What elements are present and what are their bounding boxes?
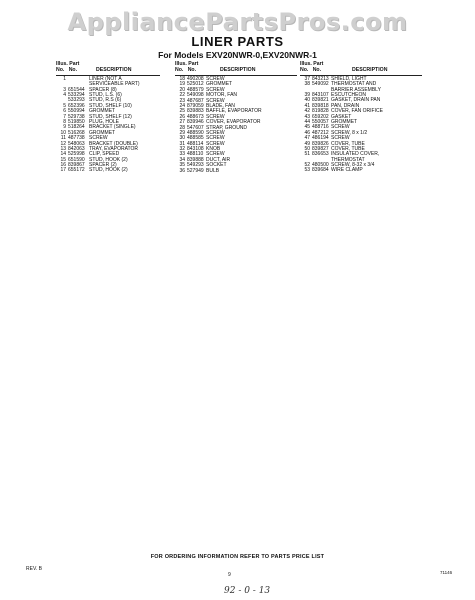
part-number: 839946 [187, 119, 204, 126]
parts-rows [300, 77, 422, 174]
header-illus-part: Illus. Part [175, 61, 199, 67]
part-description: SCREW [89, 135, 108, 142]
part-number: 529738 [68, 113, 85, 120]
part-number: 487212 [312, 129, 329, 136]
page-title: LINER PARTS [191, 34, 284, 49]
header-no: No. No. [56, 67, 78, 73]
illus-number: 51 [304, 151, 310, 158]
illus-number: 30 [179, 135, 185, 142]
part-description: STUD, R.S (6) [89, 97, 122, 104]
part-number: 652396 [68, 102, 85, 109]
illus-number: 34 [179, 156, 185, 163]
watermark: AppliancePartsPros.com [67, 8, 408, 36]
part-number: 550057 [312, 118, 329, 125]
part-description: STRAP, GROUND [206, 124, 248, 131]
part-number: 819828 [312, 108, 329, 115]
illus-number: 23 [179, 97, 185, 104]
part-number: 836653 [312, 151, 329, 158]
part-description: COVER, EVAPORATOR [206, 119, 261, 126]
part-description: SHIELD, LIGHT [331, 76, 367, 82]
illus-number: 49 [304, 140, 310, 147]
illus-number: 22 [179, 92, 185, 99]
revision-label: REV. B [26, 566, 42, 572]
illus-number: 26 [179, 113, 185, 120]
illus-number: 17 [60, 167, 66, 174]
header-no: No. No. [300, 67, 322, 73]
part-number: 839826 [312, 140, 329, 147]
part-description: MOTOR, FAN [206, 92, 238, 99]
column-header [300, 62, 422, 77]
part-number: 659202 [312, 113, 329, 120]
part-number: 488110 [187, 151, 204, 158]
part-description: SCREW [206, 113, 225, 120]
illus-number: 50 [304, 145, 310, 152]
part-number: 488716 [312, 124, 329, 131]
parts-column-1 [56, 62, 160, 174]
illus-number: 40 [304, 97, 310, 104]
illus-number: 37 [304, 76, 310, 82]
part-description: SCREW, 8-32 x 3/4 [331, 161, 375, 168]
part-number: 843108 [187, 146, 204, 153]
part-row [56, 77, 160, 88]
part-description: BAFFLE, EVAPORATOR [206, 108, 262, 115]
illus-number: 25 [179, 108, 185, 115]
part-description: THERMOSTAT AND BARRIER ASSEMBLY [331, 81, 381, 93]
part-number: 487738 [68, 135, 85, 142]
illus-number: 39 [304, 91, 310, 98]
part-description: SCREW [206, 140, 225, 147]
part-number: 842063 [68, 145, 85, 152]
parts-rows [175, 77, 297, 174]
part-description: DUCT, AIR [206, 156, 231, 163]
part-number: 548063 [68, 140, 85, 147]
illus-number: 18 [179, 76, 185, 82]
illus-number: 6 [63, 108, 66, 115]
illus-number: 1 [63, 76, 66, 82]
part-number: 533293 [68, 97, 85, 104]
illus-number: 3 [63, 86, 66, 93]
illus-number: 4 [63, 91, 66, 98]
illus-number: 45 [304, 124, 310, 131]
parts-rows [56, 77, 160, 174]
part-description: SCREW [206, 97, 225, 104]
part-number: 839888 [187, 156, 204, 163]
part-description: SCREW [206, 135, 225, 142]
part-description: GROMMET [331, 118, 358, 125]
part-number: 480500 [312, 161, 329, 168]
illus-number: 29 [179, 129, 185, 136]
handwritten-note: 92 - 0 - 13 [224, 586, 271, 596]
illus-number: 27 [179, 119, 185, 126]
illus-number: 20 [179, 86, 185, 93]
part-description: PLUG, HOLE [89, 118, 120, 125]
illus-number: 36 [179, 167, 185, 174]
part-description: GROMMET [89, 108, 116, 115]
illus-number: 11 [60, 135, 66, 142]
part-description: SCREW [206, 86, 225, 93]
illus-number: 52 [304, 161, 310, 168]
part-description: KNOB [206, 146, 221, 153]
illus-number: 42 [304, 108, 310, 115]
part-number: 490208 [187, 76, 204, 82]
part-number: 839827 [312, 145, 329, 152]
part-number: 533294 [68, 91, 85, 98]
part-number: 839684 [312, 167, 329, 174]
part-description: COVER, TUBE [331, 140, 365, 147]
parts-column-3 [300, 62, 422, 174]
part-description: SCREW [331, 124, 350, 131]
part-number: 843213 [312, 76, 329, 82]
illus-number: 7 [63, 113, 66, 120]
part-description: PAN, DRAIN [331, 102, 360, 109]
header-no: No. No. [175, 67, 197, 73]
illus-number: 10 [60, 129, 66, 136]
illus-number: 38 [304, 81, 310, 88]
part-number: 488673 [187, 113, 204, 120]
illus-number: 47 [304, 135, 310, 142]
part-number: 525998 [68, 151, 85, 158]
part-number: 839867 [68, 162, 85, 169]
illus-number: 31 [179, 140, 185, 147]
part-description: COVER, FAN ORIFICE [331, 108, 383, 115]
part-description: LINER (NOT A SERVICEABLE PART) [89, 76, 140, 88]
header-illus-part: Illus. Part [56, 61, 80, 67]
part-description: SOCKET [206, 162, 227, 169]
part-description: SPACER (2) [89, 162, 117, 169]
part-row [175, 169, 297, 174]
part-description: STUD, HOOK (2) [89, 156, 128, 163]
part-number: 519850 [68, 118, 85, 125]
part-number: 488579 [187, 86, 204, 93]
illus-number: 32 [179, 146, 185, 153]
column-header [56, 62, 160, 77]
part-number: 549092 [312, 81, 329, 88]
part-description: SCREW, 8 x 1/2 [331, 129, 368, 136]
part-description: BLADE, FAN [206, 102, 235, 109]
part-description: ESCUTCHEON [331, 91, 367, 98]
part-description: STUD, SHELF (10) [89, 102, 132, 109]
part-number: 525012 [187, 81, 204, 88]
part-number: 550994 [68, 108, 85, 115]
illus-number: 35 [179, 162, 185, 169]
part-description: SCREW [206, 129, 225, 136]
models-subtitle: For Models EXV20NWR-0,EXV20NWR-1 [158, 50, 317, 60]
part-description: WIRE CLAMP [331, 167, 363, 174]
illus-number: 13 [60, 145, 66, 152]
illus-number: 43 [304, 113, 310, 120]
part-description: SCREW [206, 151, 225, 158]
illus-number: 44 [304, 118, 310, 125]
parts-column-2 [175, 62, 297, 174]
illus-number: 41 [304, 102, 310, 109]
header-description: DESCRIPTION [220, 67, 256, 73]
part-number: 516268 [68, 129, 85, 136]
illus-number: 19 [179, 81, 185, 88]
illus-number: 28 [179, 124, 185, 131]
part-number: 839821 [312, 97, 329, 104]
part-description: GASKET [331, 113, 352, 120]
part-number: 651544 [68, 86, 85, 93]
page-number: 9 [228, 572, 231, 578]
part-description: TRAY, EVAPORATOR [89, 145, 138, 152]
part-description: SCREW [331, 135, 350, 142]
part-description: GROMMET [206, 81, 233, 88]
part-row [300, 168, 422, 173]
part-description: STUD, L.S. (6) [89, 91, 122, 98]
illus-number: 8 [63, 118, 66, 125]
part-description: SPACER (8) [89, 86, 117, 93]
illus-number: 12 [60, 140, 66, 147]
header-illus-part: Illus. Part [300, 61, 324, 67]
header-description: DESCRIPTION [352, 67, 388, 73]
part-number: 486194 [312, 135, 329, 142]
part-number: 527949 [187, 167, 204, 174]
part-description: GROMMET [89, 129, 116, 136]
part-number: 547607 [187, 124, 204, 131]
part-number: 651590 [68, 156, 85, 163]
illus-number: 14 [60, 151, 66, 158]
part-number: 488585 [187, 135, 204, 142]
part-number: 839818 [312, 102, 329, 109]
part-number: 488114 [187, 140, 204, 147]
part-number: 549293 [187, 162, 204, 169]
part-description: STUD, SHELF (12) [89, 113, 132, 120]
illus-number: 5 [63, 102, 66, 109]
illus-number: 16 [60, 162, 66, 169]
part-description: BRACKET (DOUBLE) [89, 140, 138, 147]
part-description: STUD, HOOK (2) [89, 167, 128, 174]
part-description: SCREW [206, 76, 225, 82]
part-description: CLIP, SPEED [89, 151, 120, 158]
illus-number: 33 [179, 151, 185, 158]
part-number: 518264 [68, 124, 85, 131]
part-description: GASKET, DRAIN PAN [331, 97, 381, 104]
part-row [56, 168, 160, 173]
illus-number: 53 [304, 167, 310, 174]
document-code: 71146 [440, 570, 453, 575]
part-description: INSULATED COVER, THERMOSTAT [331, 151, 380, 163]
illus-number: 9 [63, 124, 66, 131]
part-description: COVER, TUBE [331, 145, 365, 152]
part-number: 879059 [187, 102, 204, 109]
part-number: 549098 [187, 92, 204, 99]
illus-number: 15 [60, 156, 66, 163]
part-number: 839883 [187, 108, 204, 115]
illus-number: 46 [304, 129, 310, 136]
column-header [175, 62, 297, 77]
part-number: 843107 [312, 91, 329, 98]
header-description: DESCRIPTION [96, 67, 132, 73]
part-number: 488590 [187, 129, 204, 136]
part-number: 655172 [68, 167, 85, 174]
illus-number: 24 [179, 102, 185, 109]
ordering-note: FOR ORDERING INFORMATION REFER TO PARTS PRICE LIST [150, 554, 325, 560]
part-number: 487687 [187, 97, 204, 104]
part-description: BULB [206, 167, 220, 174]
part-description: BRACKET (SINGLE) [89, 124, 136, 131]
